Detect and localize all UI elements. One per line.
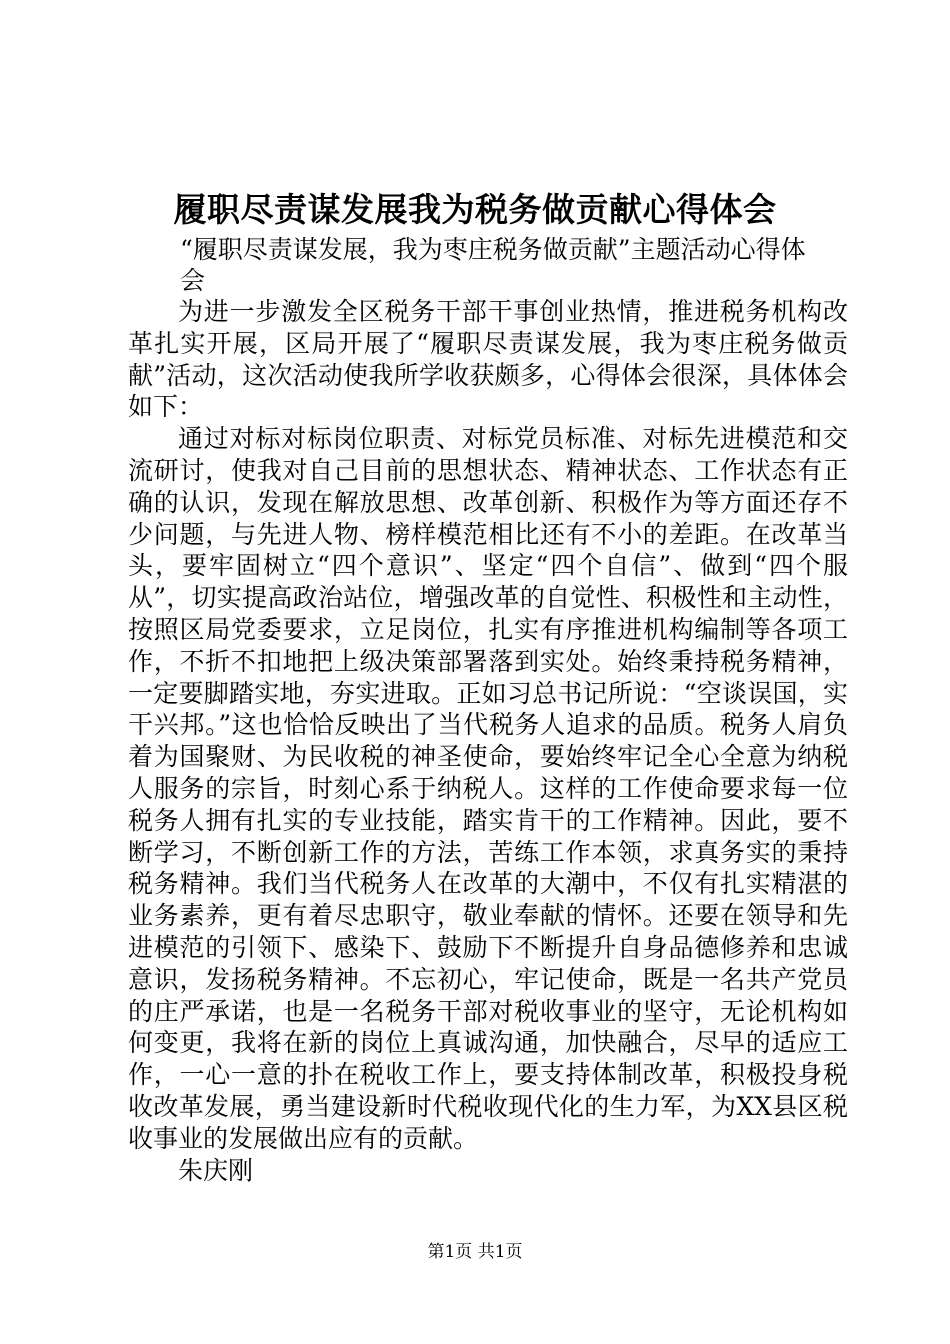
document-title: 履职尽责谋发展我为税务做贡献心得体会 [173, 190, 777, 229]
document-subtitle: “履职尽责谋发展，我为枣庄税务做贡献”主题活动心得体会 [180, 235, 806, 295]
page-number-footer: 第1页 共1页 [427, 1242, 523, 1262]
body-paragraph-main: 通过对标对标岗位职责、对标党员标准、对标先进模范和交流研讨，使我对自己目前的思想状态、精神状态、工作状态有正确的认识，发现在解放思想、改革创新、积极作为等方面还存不少问题，与先进人物、榜样模范相比还有不小的差距。在改革当头，要牢固树立“四个意识”、坚定“四个自信”、做到“四个服从”，切实提高政治站位，增强改革的自觉性、积极性和主动性，按照区局党委要求，立足岗位，扎实有序推进机构编制等各项工作，不折不扣地把上级决策部署落到实处。始终秉持税务精神，一定要脚踏实地，夯实进取。正如习总书记所说：“空谈误国，实干兴邦。”这也恰恰反映出了当代税务人追求的品质。税务人肩负着为国聚财、为民收税的神圣使命，要始终牢记全心全意为纳税人服务的宗旨，时刻心系于纳税人。这样的工作使命要求每一位税务人拥有扎实的专业技能，踏实肯干的工作精神。因此，要不断学习，不断创新工作的方法，苦练工作本领，求真务实的秉持税务精神。我们当代税务人在改革的大潮中，不仅有扎实精湛的业务素养，更有着尽忠职守，敬业奉献的情怀。还要在领导和先进模范的引领下、感染下、鼓励下不断提升自身品德修养和忠诚意识，发扬税务精神。不忘初心，牢记使命，既是一名共产党员的庄严承诺，也是一名税务干部对税收事业的坚守，无论机构如何变更，我将在新的岗位上真诚沟通，加快融合，尽早的适应工作，一心一意的扑在税收工作上，要支持体制改革，积极投身税收改革发展，勇当建设新时代税收现代化的生力军，为XX县区税收事业的发展做出应有的贡献。 [128, 424, 848, 1153]
body-paragraph-intro: 为进一步激发全区税务干部干事创业热情，推进税务机构改革扎实开展，区局开展了“履职尽责谋发展，我为枣庄税务做贡献”活动，这次活动使我所学收获颇多，心得体会很深，具体体会如下： [128, 297, 848, 422]
signature: 朱庆刚 [178, 1155, 254, 1185]
document-body [128, 296, 848, 1186]
